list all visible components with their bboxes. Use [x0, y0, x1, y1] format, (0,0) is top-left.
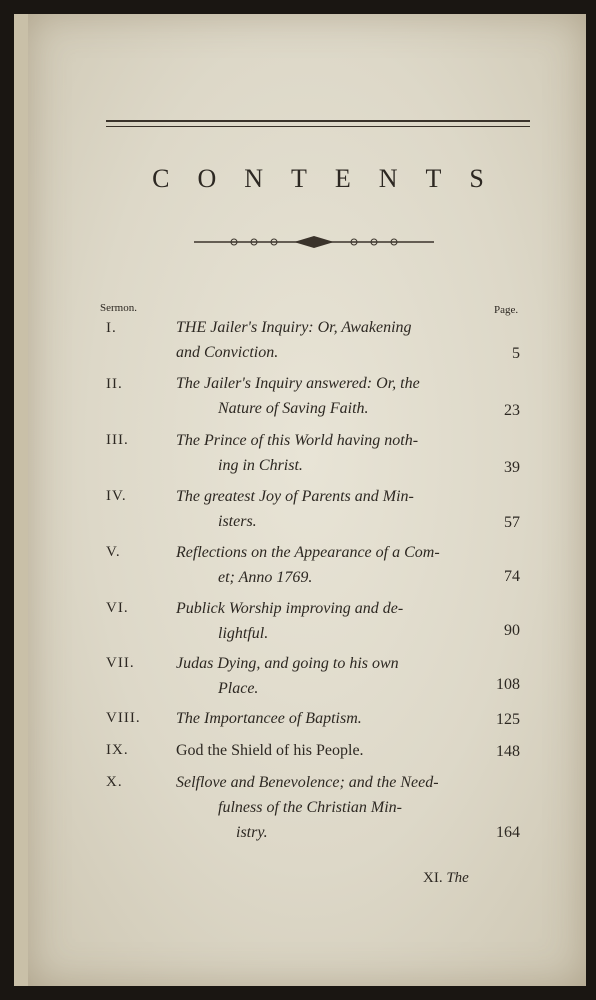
sermon-number: IX.: [106, 742, 129, 758]
sermon-number: I.: [106, 320, 117, 336]
title-line: The Prince of this World having noth-: [176, 432, 419, 449]
sermon-number: VI.: [106, 600, 129, 616]
sermon-title: [176, 596, 476, 646]
book-page: [14, 14, 586, 986]
sermon-number: V.: [106, 544, 121, 560]
page-number: 148: [496, 743, 520, 760]
sermon-title: [176, 651, 476, 701]
sermon-title: [176, 540, 476, 590]
top-rule-thin: [106, 126, 530, 127]
title-line: The Importancee of Baptism.: [176, 710, 362, 727]
column-label-page: Page.: [494, 304, 519, 316]
sermon-title: [176, 706, 476, 731]
page-title: CONTENTS: [152, 164, 512, 193]
page-number: 74: [504, 568, 520, 585]
sermon-title: [176, 770, 476, 845]
sermon-title: [176, 484, 476, 534]
sermon-title: [176, 315, 476, 365]
page-number: 125: [496, 711, 520, 728]
title-line: istry.: [236, 824, 268, 841]
page-number: 57: [504, 514, 520, 531]
sermon-number: VIII.: [106, 710, 141, 726]
top-rule: [106, 120, 530, 122]
page-number: 39: [504, 459, 520, 476]
page-number: 90: [504, 622, 520, 639]
catchword: [423, 870, 469, 887]
title-line: Reflections on the Appearance of a Com-: [176, 544, 440, 561]
ornament-divider: [194, 235, 434, 249]
sermon-number: II.: [106, 376, 123, 392]
title-line: Publick Worship improving and de-: [176, 600, 404, 617]
sermon-title: [176, 371, 476, 421]
title-line: and Conviction.: [176, 344, 279, 361]
title-line: isters.: [218, 513, 257, 530]
title-line: God the Shield of his People.: [176, 742, 364, 759]
sermon-number: III.: [106, 432, 129, 448]
catchword-text: The: [446, 870, 469, 886]
sermon-number: IV.: [106, 488, 127, 504]
title-line: Judas Dying, and going to his own: [176, 655, 399, 672]
title-line: ing in Christ.: [218, 457, 303, 474]
title-line: THE Jailer's Inquiry: Or, Awakening: [176, 319, 412, 336]
title-line: The greatest Joy of Parents and Min-: [176, 488, 414, 505]
page-number: 23: [504, 402, 520, 419]
title-line: The Jailer's Inquiry answered: Or, the: [176, 375, 420, 392]
sermon-title: [176, 738, 476, 763]
title-line: Selflove and Benevolence; and the Need-: [176, 774, 439, 791]
title-line: Nature of Saving Faith.: [218, 400, 369, 417]
page-number: 5: [512, 345, 520, 362]
catchword-number: XI.: [423, 870, 443, 886]
sermon-number: VII.: [106, 655, 135, 671]
page-number: 108: [496, 676, 520, 693]
column-label-sermon: Sermon.: [100, 302, 137, 314]
title-line: Place.: [218, 680, 259, 697]
sermon-title: [176, 428, 476, 478]
title-line: lightful.: [218, 625, 269, 642]
sermon-number: X.: [106, 774, 123, 790]
title-line: fulness of the Christian Min-: [218, 799, 402, 816]
page-number: 164: [496, 824, 520, 841]
title-line: et; Anno 1769.: [218, 569, 313, 586]
